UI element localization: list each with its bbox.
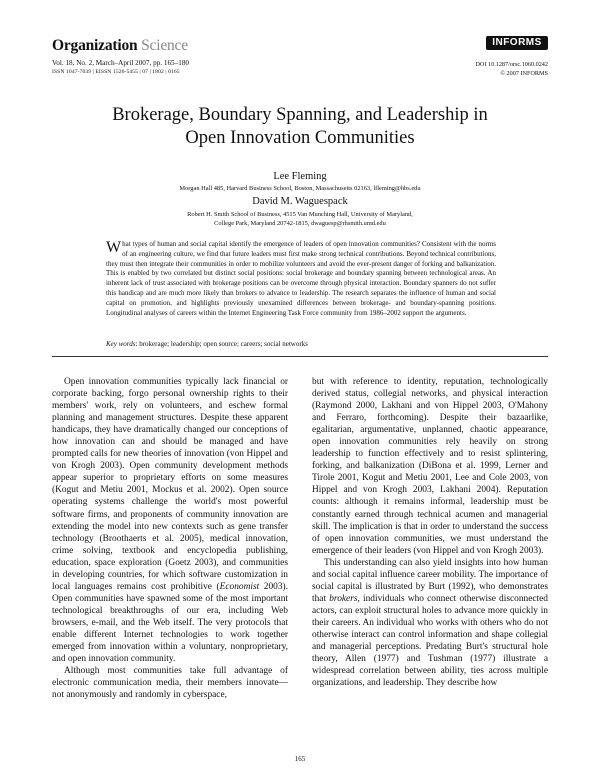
journal-name-suffix: Science [141,37,188,54]
paragraph: This understanding can also yield insights into how human and social capital influence career mobility. The importance of social capital is illustrated by Burt (1992), who demonstrates that brokers, individuals who connect otherwise disconnected actors, can exploit structural holes to advance more quickly in their careers. An individual who works with others who do not otherwise interact can control information and shape collegial and managerial perceptions. Predating Burt's structural hole theory, Allen (1977) and Tushman (1977) illustrate a widespread correlation between ability, ties across multiple organizations, and leadership. They describe how [312,557,548,689]
doi: DOI 10.1287/orsc.1060.0242 [475,61,548,68]
author-affiliation: Morgan Hall 485, Harvard Business School, Boston, Massachusetts 02163, lfleming@hbs.edu [179,185,421,192]
page-number: 165 [294,755,306,763]
abstract [106,240,496,318]
keywords [106,340,308,348]
paragraph: but with reference to identity, reputation, technologically derived status, collegial networks, and physical interaction (Raymond 2000, Lakhani and von Hippel 2003, O'Mahony and Ferraro, forthcoming). Despite their bazaarlike, egalitarian, argumentative, unplanned, chaotic appearance, open innovation communities rely heavily on strong leadership to function effectively and to resist splintering, forking, and balkanization (DiBona et al. 1999, Lerner and Tirole 2001, Kogut and Metiu 2001, Lee and Cole 2003, von Hippel and von Krogh 2003, Lakhani 2004). Reputation counts: although it remains informal, leadership must be constantly earned through technical acumen and managerial skill. The implication is that in order to understand the success of open innovation communities, we must understand the emergence of their leaders (von Hippel and von Krogh 2003). [312,377,548,556]
article-title: Brokerage, Boundary Spanning, and Leadership in Open Innovation Communities [112,105,488,148]
author-affiliation: Robert H. Smith School of Business, 4515 Van Munching Hall, University of Maryland, College Park, Maryland 20742-1815, dwaguesp@rhsmith.umd.edu [187,211,413,227]
volume-line: Vol. 18, No. 2, March–April 2007, pp. 165–180 [52,59,190,67]
author-name: David M. Waguespack [252,196,348,207]
journal-header [52,38,189,77]
doi-block [475,60,548,78]
body-column-left [52,376,288,701]
keywords-label: Key words [106,340,136,348]
journal-name: Organization Science [52,37,188,54]
abstract-text: hat types of human and social capital identify the emergence of leaders of open innovation communities? Consistent with the norms of an engineering culture, we find that future leaders must first make strong technical contributions. Beyond technical contributions, they must then integrate their communities in order to mobilize volunteers and avoid the ever-present danger of forking and balkanization. This is enabled by two correlated but distinct social positions: social brokerage and boundary spanning between technological areas. An inherent lack of trust associated with brokerage positions can be overcome through physical interaction. Boundary spanners do not suffer this handicap and are much more likely than brokers to advance to leadership. The research separates the influence of human and social capital on promotion, and highlights previously unexamined differences between brokerage- and boundary-spanning positions. Longitudinal analyses of careers within the Internet Engineering Task Force community from 1986–2002 support the arguments. [106,240,496,317]
copyright: © 2007 INFORMS [500,70,548,77]
section-divider [52,356,548,357]
paragraph: Although most communities take full advantage of electronic communication media, their members innovate—not anonymously and randomly in cyberspace, [52,666,288,701]
paragraph: Open innovation communities typically lack financial or corporate backing, forgo personal ownership rights to their members' work, rely on volunteers, and eschew formal planning and management structures. Despite these apparent handicaps, they have dramatically changed our conceptions of how innovation can and should be managed and have prompted calls for new theories of innovation (von Hippel and von Krogh 2003). Open community development methods appear superior to proprietary efforts on some measures (Kogut and Metiu 2001, Mockus et al. 2002). Open source operating systems challenge the world's most powerful software firms, and proponents of community innovation are extending the model into new contexts such as gene transfer technology (Broothaerts et al. 2005), medical innovation, crime solving, textbook and encyclopedia publishing, education, space exploration (Goetz 2003), and communities in developing countries, for which software customization in local languages remains cost prohibitive (Economist 2003). Open communities have spawned some of the most important technological breakthroughs of our era, including Web browsers, e-mail, and the Web itself. The very protocols that enable different Internet technologies to work together emerged from innovation within a voluntary, nonproprietary, and open innovation community. [52,377,289,665]
informs-logo: INFORMS [486,36,548,50]
author-name: Lee Fleming [273,171,327,182]
keywords-list: : brokerage; leadership; open source; careers; social networks [135,340,308,348]
issn-line: ISSN 1047-7039 | EISSN 1526-5455 | 07 | 1802 | 0165 [52,69,180,75]
abstract-dropcap: W [106,239,122,256]
body-column-right [312,376,548,689]
